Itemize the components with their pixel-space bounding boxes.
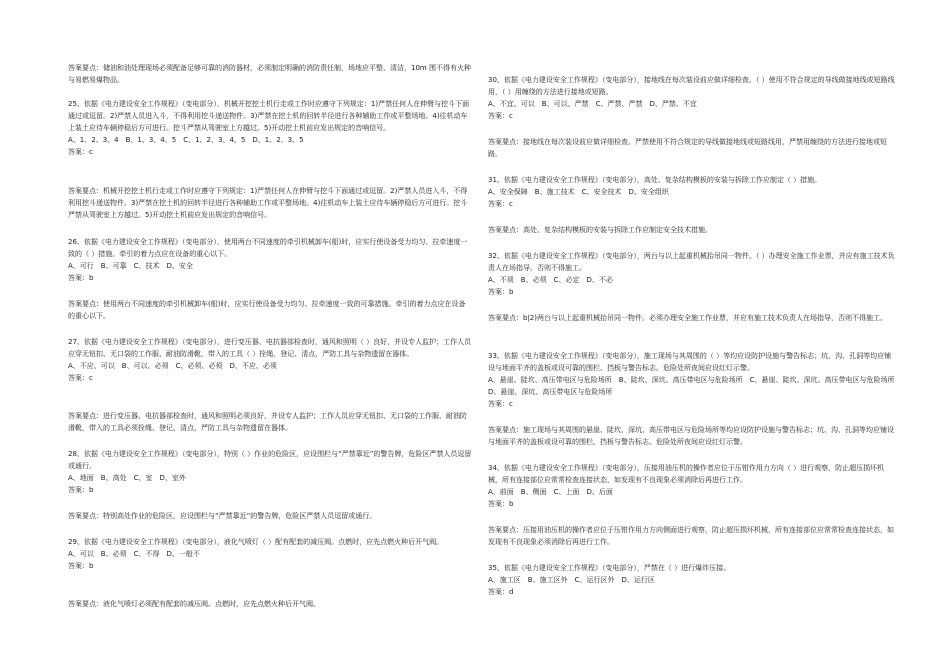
answer-note-text: 答案要点：高处、复杂结构模板的安装与拆除工作应制定安全技术措施。 (488, 226, 712, 234)
answer-note-33 (488, 424, 896, 448)
answer-note-text: 答案要点：压接用油压机的操作者应位于压钳作用力方向侧面进行观察，防止超压损坏机械，所有连接部位应常常检查连接状态，如发现有不良现象必须消除后再进行工作。 (488, 526, 894, 546)
answer-note-text: 答案要点：接地线在每次装设前应做详细检查。严禁使用不符合规定的导线做接地线或短路线用，严禁用缠绕的方法进行接地或短路。 (488, 138, 887, 158)
question-stem: 29、依据《电力建设安全工作规程》（变电部分），液化气喷灯（ ）配有配套的减压阀。点燃时，应先点燃火种后开气阀。 (68, 538, 444, 546)
answer-note-24 (68, 62, 472, 86)
question-options: A、不应、可以 B、可以、必须 C、必须、必须 D、不应、必须 (68, 362, 277, 370)
question-31 (488, 174, 896, 210)
question-answer: 答案：b (68, 274, 94, 282)
answer-note-28 (68, 510, 472, 522)
question-options: A、1、2、3、4 B、1、3、4、5 C、1、2、3、4、5 D、1、2、3、5 (68, 136, 304, 144)
question-26 (68, 236, 472, 284)
question-stem: 34、依据《电力建设安全工作规程》（变电部分），压接用油压机的操作者应位于压钳作用力方向（ ）进行观察，防止超压损坏机械，所有连接部位应常常检查连接状态，如发现有不良现象必须消除后再进行工作。 (488, 464, 885, 484)
question-28 (68, 448, 472, 496)
question-answer: 答案：c (488, 200, 513, 208)
answer-note-31 (488, 224, 896, 236)
question-answer: 答案：b (68, 562, 94, 570)
question-stem: 27、依据《电力建设安全工作规程》（变电部分），进行变压器、电抗器部检查时，通风和照明（ ）良好，并设专人监护；工作人员应穿无钮扣、无口袋的工作服、耐油防滑靴，带入的工具（ ）拴绳、登记、清点，严防工具与杂物遗留在器体。 (68, 338, 472, 358)
answer-note-text: 答案要点：液化气喷灯必须配有配套的减压阀。点燃时，应先点燃火种后开气阀。 (68, 600, 320, 608)
question-35 (488, 562, 896, 598)
answer-note-26 (68, 298, 472, 322)
answer-note-text: 答案要点：机械开挖挖土机行走或工作时应遵守下列规定：1)严禁任何人在伸臂与挖斗下面通过或逗留。2)严禁人员进入斗，不得利用挖斗递送物件。3)严禁在挖土机的回转半径进行各种辅助工作或平整场地。4)往机动车上装土应待车辆停稳后方可进行。挖斗严禁从驾驶室上方越过。5)开动挖土机前应发出规定的音响信号。 (68, 187, 468, 219)
answer-note-text: 答案要点：施工现场与其周围的悬崖、陡坎、深坑、高压带电区与危险场所等均应设防护设施与警告标志；坑、沟、孔洞等均应铺设与地面平齐的盖板或设可靠的围栏、挡板与警告标志。危险处所夜间应设红灯示警。 (488, 426, 894, 446)
question-stem: 26、依据《电力建设安全工作规程》（变电部分），使用两台不同速度的牵引机械卸车(船)时，应实行使设备受力均匀、拉牵速度一致的（ ）措施。牵引的着力点应在设备的重心以下。 (68, 238, 468, 258)
answer-note-32 (488, 312, 896, 324)
answer-note-text: 答案要点：b|2)两台与以上起重机械抬吊同一物件。必须办理安全施工作业票，并应有施工技术负责人在场指导，否则不得施工。 (488, 314, 887, 322)
question-32 (488, 250, 896, 298)
question-stem: 33、依据《电力建设安全工作规程》（变电部分），施工现场与其周围的（ ）等均应设防护设施与警告标志；坑、沟、孔洞等均应铺设与地面平齐的盖板或设可靠的围栏、挡板与警告标志。危险处所夜间应设红灯示警。 (488, 352, 892, 372)
question-options: A、安全保障 B、施工技术 C、安全技术 D、安全组织 (488, 188, 669, 196)
question-answer: 答案：c (488, 400, 513, 408)
question-stem: 25、依据《电力建设安全工作规程》（变电部分），机械开挖挖土机行走或工作时应遵守下列规定：1)严禁任何人在伸臂与挖斗下面通过或逗留。2)严禁人员进入斗，不得利用挖斗递送物件。3)严禁在挖土机的回转半径进行各种辅助工作或平整场地。4)往机动车上装土应待车辆停稳后方可进行。挖斗严禁从驾驶室上方越过。5)开动挖土机前应发出规定的音响信号。 (68, 100, 470, 132)
question-stem: 35、依据《电力建设安全工作规程》（变电部分），严禁在（ ）进行爆炸压接。 (488, 564, 731, 572)
answer-note-text: 答案要点：使用两台不同速度的牵引机械卸车(船)时，应实行使设备受力均匀、拉牵速度一致的可靠措施。牵引的着力点应在设备的重心以下。 (68, 300, 466, 320)
question-stem: 32、依据《电力建设安全工作规程》（变电部分），两台与以上起重机械抬吊同一物件。（ ）办理安全施工作业票，并应有施工技术负责人在场指导，否则不得施工。 (488, 252, 895, 272)
question-answer: 答案：b (68, 486, 94, 494)
question-answer: 答案：c (488, 112, 513, 120)
question-34 (488, 462, 896, 510)
question-30 (488, 74, 896, 122)
question-answer: 答案：b (488, 288, 514, 296)
answer-note-29 (68, 598, 472, 610)
question-answer: 答案：c (68, 374, 93, 382)
question-stem: 31、依据《电力建设安全工作规程》（变电部分），高处、复杂结构模板的安装与拆除工作应制定（ ）措施。 (488, 176, 822, 184)
answer-note-34 (488, 524, 896, 548)
question-answer: 答案：d (488, 588, 514, 596)
question-stem: 28、依据《电力建设安全工作规程》（变电部分），特别（ ）作业的危险区，应设围栏与“严禁靠近”的警告牌，危险区严禁人员逗留或通行。 (68, 450, 472, 470)
question-options: A、前面 B、侧面 C、上面 D、后面 (488, 488, 613, 496)
question-options: A、不须 B、必须 C、必定 D、不必 (488, 276, 613, 284)
answer-note-text: 答案要点：储油和油处理现场必须配备足够可靠的消防器材，必须制定明确的消防责任制，场地应平整、清洁，10m 围不得有火种与易燃易爆物品。 (68, 64, 471, 84)
question-33 (488, 350, 902, 410)
answer-note-30 (488, 136, 896, 160)
question-options: A、悬崖、陡坎、高压带电区与危险场所 B、陡坎、深坑、高压带电区与危险场所 C、悬崖、陡坎、深坑、高压带电区与危险场所 D、悬崖、深坑、高压带电区与危险场所 (488, 376, 902, 396)
question-options: A、可以 B、必须 C、不得 D、一般不 (68, 550, 200, 558)
question-options: A、施工区 B、施工区外 C、运行区外 D、运行区 (488, 576, 655, 584)
question-options: A、可行 B、可靠 C、技术 D、安全 (68, 262, 193, 270)
question-answer: 答案：b (488, 500, 514, 508)
question-options: A、不宜、可以 B、可以、严禁 C、严禁、严禁 D、严禁、不宜 (488, 100, 697, 108)
answer-note-text: 答案要点：特别高处作业的危险区，应设围栏与“严禁靠近”的警告牌，危险区严禁人员逗留或通行。 (68, 512, 377, 520)
question-options: A、地面 B、高处 C、室 D、室外 (68, 474, 186, 482)
question-29 (68, 536, 472, 572)
question-27 (68, 336, 472, 384)
answer-note-text: 答案要点：进行变压器、电抗器部检查时，通风和照明必须良好，并设专人监护；工作人员应穿无钮扣、无口袋的工作服、耐油防滑靴，带入的工具必须拴绳、登记、清点，严防工具与杂物遗留在器体。 (68, 412, 467, 432)
question-answer: 答案：c (68, 148, 93, 156)
answer-note-25 (68, 185, 472, 221)
question-stem: 30、依据《电力建设安全工作规程》（变电部分），接地线在每次装设前应做详细检查。（ ）使用不符合规定的导线做接地线或短路线用，（ ）用缠绕的方法进行接地或短路。 (488, 76, 895, 96)
answer-note-27 (68, 410, 472, 434)
question-25 (68, 98, 472, 158)
